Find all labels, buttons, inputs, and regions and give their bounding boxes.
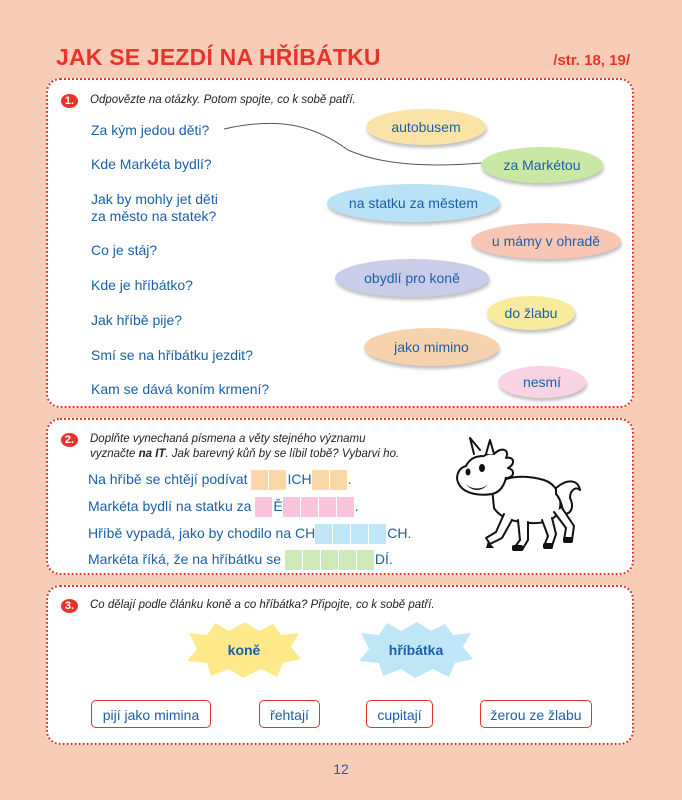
letter-box[interactable] — [351, 524, 368, 544]
letter-box[interactable] — [315, 524, 332, 544]
question-7: Smí se na hříbátku jezdit? — [91, 347, 253, 363]
instr-part-a: vyznačte — [90, 448, 139, 460]
letter-box[interactable] — [255, 497, 272, 517]
sentence-4-suffix: DÍ. — [374, 551, 393, 567]
letter-box[interactable] — [337, 497, 354, 517]
question-3-line2: za město na statek? — [91, 208, 217, 224]
sentence-4 — [88, 550, 393, 570]
instr-part-c: . Jak barevný kůň by se líbil tobě? Vybarvi ho. — [165, 448, 400, 460]
page-number: 12 — [333, 761, 349, 777]
sentence-4-prefix: Markéta říká, že na hříbátku se — [88, 551, 285, 567]
sentence-3 — [88, 524, 411, 544]
question-4: Co je stáj? — [91, 242, 158, 258]
task-2-instruction-line1: Doplňte vynechaná písmena a věty stejného významu — [90, 433, 366, 445]
letter-box[interactable] — [369, 524, 386, 544]
option-piji-jako-mimina[interactable]: pijí jako mimina — [91, 700, 211, 728]
question-6: Jak hříbě pije? — [91, 312, 183, 328]
letter-box[interactable] — [319, 497, 336, 517]
letter-box[interactable] — [285, 550, 302, 570]
option-zerou-ze-zlabu[interactable]: žerou ze žlabu — [480, 700, 592, 728]
sentence-2-mid: Ě — [273, 498, 283, 514]
instr-part-bold: na IT — [138, 448, 166, 460]
answer-nesmi[interactable]: nesmí — [498, 366, 586, 398]
letter-box[interactable] — [283, 497, 300, 517]
horse-illustration — [444, 428, 584, 558]
task-2-instruction-line2 — [90, 447, 399, 462]
burst-hribatka[interactable] — [357, 621, 475, 679]
sentence-1-prefix: Na hříbě se chtějí podívat — [88, 471, 252, 487]
sentence-3-prefix: Hříbě vypadá, jako by chodilo na CH — [88, 525, 316, 541]
sentence-3-suffix: CH. — [387, 525, 412, 541]
task-3-instruction: Co dělají podle článku koně a co hříbátka? Připojte, co k sobě patří. — [90, 599, 435, 611]
letter-box[interactable] — [321, 550, 338, 570]
sentence-1-mid: ICH — [287, 471, 312, 487]
letter-box[interactable] — [312, 470, 329, 490]
answer-obydli[interactable]: obydlí pro koně — [335, 259, 489, 297]
letter-box[interactable] — [269, 470, 286, 490]
question-8: Kam se dává koním krmení? — [91, 381, 270, 397]
task-3-box — [46, 585, 634, 745]
letter-box[interactable] — [357, 550, 374, 570]
option-rehtaji[interactable]: řehtají — [259, 700, 320, 728]
question-3-line1: Jak by mohly jet děti — [91, 191, 218, 207]
sentence-2 — [88, 497, 359, 517]
letter-box[interactable] — [303, 550, 320, 570]
task-1-box — [46, 78, 634, 408]
letter-box[interactable] — [339, 550, 356, 570]
option-cupitaji[interactable]: cupitají — [366, 700, 433, 728]
answer-u-mamy[interactable]: u mámy v ohradě — [471, 223, 621, 259]
sentence-1 — [88, 470, 351, 490]
question-5: Kde je hříbátko? — [91, 277, 193, 293]
letter-box[interactable] — [301, 497, 318, 517]
burst-kone[interactable] — [185, 621, 303, 679]
question-1: Za kým jedou děti? — [91, 122, 210, 138]
task-3-number: 3. — [61, 599, 78, 613]
task-2-box — [46, 418, 634, 575]
answer-jako-mimino[interactable]: jako mimino — [364, 328, 499, 366]
answer-za-marketou[interactable]: za Markétou — [481, 147, 603, 183]
task-2-number: 2. — [61, 433, 78, 447]
task-1-number: 1. — [61, 94, 78, 108]
sentence-1-suffix: . — [347, 471, 352, 487]
letter-box[interactable] — [251, 470, 268, 490]
answer-na-statku[interactable]: na statku za městem — [327, 184, 500, 222]
burst-kone-label: koně — [227, 642, 261, 658]
answer-autobusem[interactable]: autobusem — [366, 109, 486, 145]
letter-box[interactable] — [333, 524, 350, 544]
question-2: Kde Markéta bydlí? — [91, 156, 212, 172]
page-reference: /str. 18, 19/ — [553, 52, 630, 69]
burst-hribatka-label: hříbátka — [388, 642, 444, 658]
answer-do-zlabu[interactable]: do žlabu — [487, 296, 575, 330]
sentence-2-prefix: Markéta bydlí na statku za — [88, 498, 256, 514]
task-1-instruction: Odpovězte na otázky. Potom spojte, co k sobě patří. — [90, 94, 356, 106]
letter-box[interactable] — [330, 470, 347, 490]
page-title: JAK SE JEZDÍ NA HŘÍBÁTKU — [56, 44, 381, 70]
sentence-2-suffix: . — [354, 498, 359, 514]
